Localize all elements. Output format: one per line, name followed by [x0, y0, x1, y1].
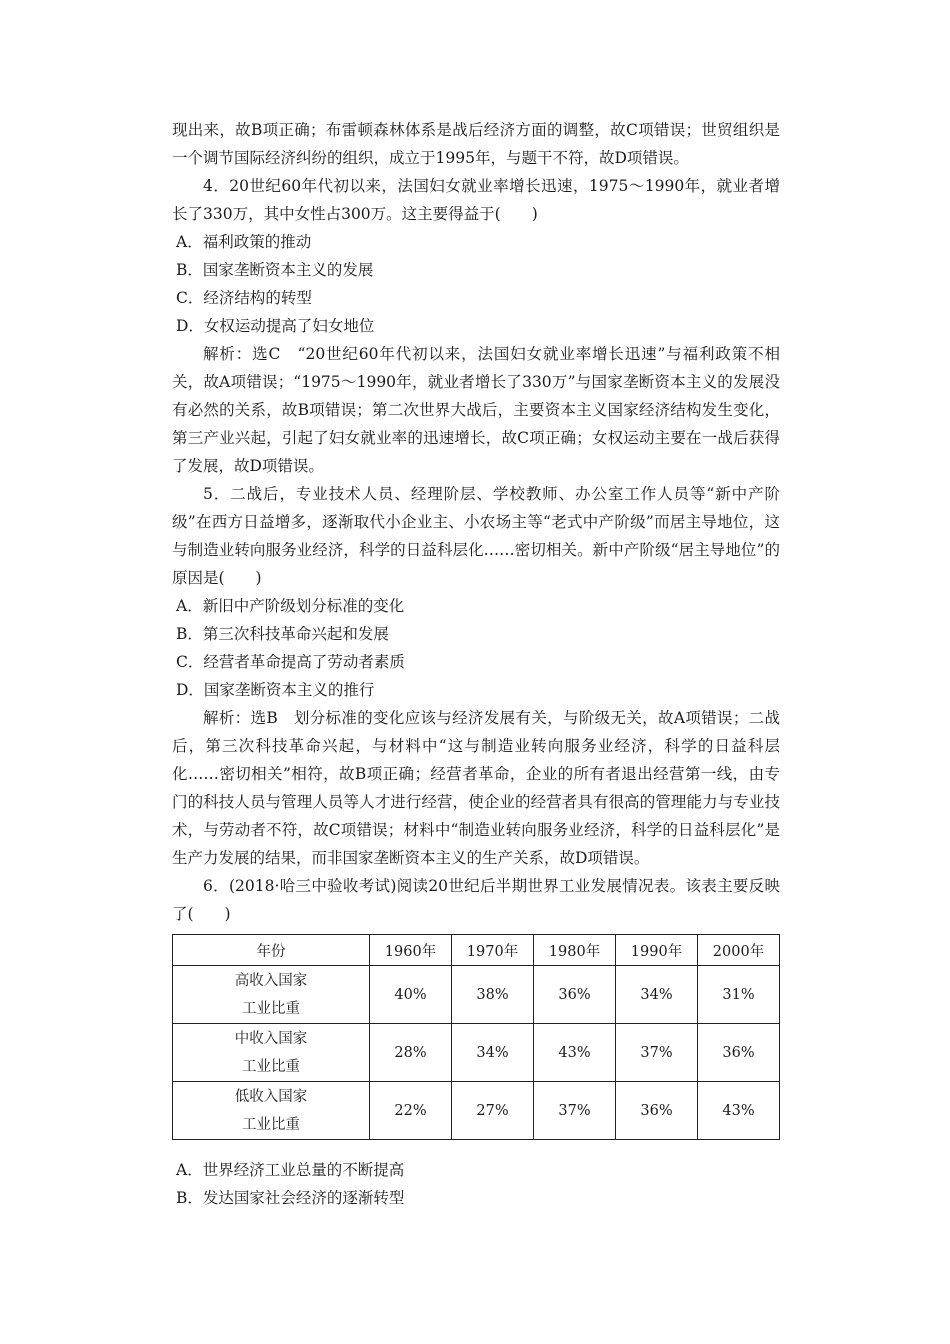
document-page: [172, 116, 780, 1212]
row-label-line: 工业比重: [242, 1116, 300, 1133]
table-cell: 38%: [452, 966, 534, 1024]
q4-option-d: D．女权运动提高了妇女地位: [176, 317, 375, 335]
table-cell: 43%: [534, 1024, 616, 1082]
row-label-line: 工业比重: [242, 1000, 300, 1017]
table-header-cell: 2000年: [698, 935, 780, 966]
table-cell: 43%: [698, 1082, 780, 1140]
table-header-cell: 1980年: [534, 935, 616, 966]
q5-option-a: A．新旧中产阶级划分标准的变化: [176, 597, 405, 615]
row-label: [173, 966, 370, 1024]
row-label: [173, 1082, 370, 1140]
row-label-line: 工业比重: [242, 1058, 300, 1075]
table-row: [173, 966, 780, 1024]
table-cell: 34%: [452, 1024, 534, 1082]
table-cell: 40%: [370, 966, 452, 1024]
table-cell: 27%: [452, 1082, 534, 1140]
row-label-line: 中收入国家: [234, 1030, 308, 1047]
q4-option-a: A．福利政策的推动: [176, 233, 312, 251]
table-cell: 36%: [616, 1082, 698, 1140]
q4-option-c: C．经济结构的转型: [176, 289, 312, 307]
table-header-cell: 1960年: [370, 935, 452, 966]
row-label: [173, 1024, 370, 1082]
table-header-cell: 1970年: [452, 935, 534, 966]
q5-option-d: D．国家垄断资本主义的推行: [176, 681, 375, 699]
q4-explanation: 解析：选C “20世纪60年代初以来，法国妇女就业率增长迅速”与福利政策不相关，故A项错误；“1975～1990年，就业者增长了330万”与国家垄断资本主义的发展没有必然的关系，故B项错误；第二次世界大战后，主要资本主义国家经济结构发生变化，第三产业兴起，引起了妇女就业率的迅速增长，故C项正确；女权运动主要在一战后获得了发展，故D项错误。: [172, 345, 780, 475]
q4-option-b: B．国家垄断资本主义的发展: [176, 261, 374, 279]
q5-explanation: 解析：选B 划分标准的变化应该与经济发展有关，与阶级无关，故A项错误；二战后，第三次科技革命兴起，与材料中“这与制造业转向服务业经济，科学的日益科层化……密切相关”相符，故B项正确；经营者革命，企业的所有者退出经营第一线，由专门的科技人员与管理人员等人才进行经营，使企业的经营者具有很高的管理能力与专业技术，与劳动者不符，故C项错误；材料中“制造业转向服务业经济，科学的日益科层化”是生产力发展的结果，而非国家垄断资本主义的生产关系，故D项错误。: [172, 709, 780, 867]
table-cell: 37%: [534, 1082, 616, 1140]
table-header-row: [173, 935, 780, 966]
q5-option-b: B．第三次科技革命兴起和发展: [176, 625, 389, 643]
q5-option-c: C．经营者革命提高了劳动者素质: [176, 653, 405, 671]
q6-option-a: A．世界经济工业总量的不断提高: [176, 1161, 405, 1179]
row-label-line: 高收入国家: [234, 972, 308, 989]
table-row: [173, 1082, 780, 1140]
question-4: 4．20世纪60年代初以来，法国妇女就业率增长迅速，1975～1990年，就业者增长了330万，其中女性占300万。这主要得益于( ): [172, 177, 780, 223]
industry-share-table: [172, 934, 780, 1140]
table-cell: 36%: [534, 966, 616, 1024]
table-cell: 22%: [370, 1082, 452, 1140]
q6-option-b: B．发达国家社会经济的逐渐转型: [176, 1189, 405, 1207]
table-cell: 28%: [370, 1024, 452, 1082]
table-header-cell: 年份: [173, 935, 370, 966]
table-header-cell: 1990年: [616, 935, 698, 966]
question-5: 5．二战后，专业技术人员、经理阶层、学校教师、办公室工作人员等“新中产阶级”在西方日益增多，逐渐取代小企业主、小农场主等“老式中产阶级”而居主导地位，这与制造业转向服务业经济，科学的日益科层化……密切相关。新中产阶级“居主导地位”的原因是( ): [172, 485, 780, 587]
table-cell: 31%: [698, 966, 780, 1024]
question-6: 6．(2018·哈三中验收考试)阅读20世纪后半期世界工业发展情况表。该表主要反映了( ): [172, 877, 780, 923]
table-cell: 36%: [698, 1024, 780, 1082]
table-row: [173, 1024, 780, 1082]
row-label-line: 低收入国家: [234, 1088, 308, 1105]
table-cell: 34%: [616, 966, 698, 1024]
continued-explanation: 现出来，故B项正确；布雷顿森林体系是战后经济方面的调整，故C项错误；世贸组织是一个调节国际经济纠纷的组织，成立于1995年，与题干不符，故D项错误。: [172, 121, 780, 167]
table-cell: 37%: [616, 1024, 698, 1082]
